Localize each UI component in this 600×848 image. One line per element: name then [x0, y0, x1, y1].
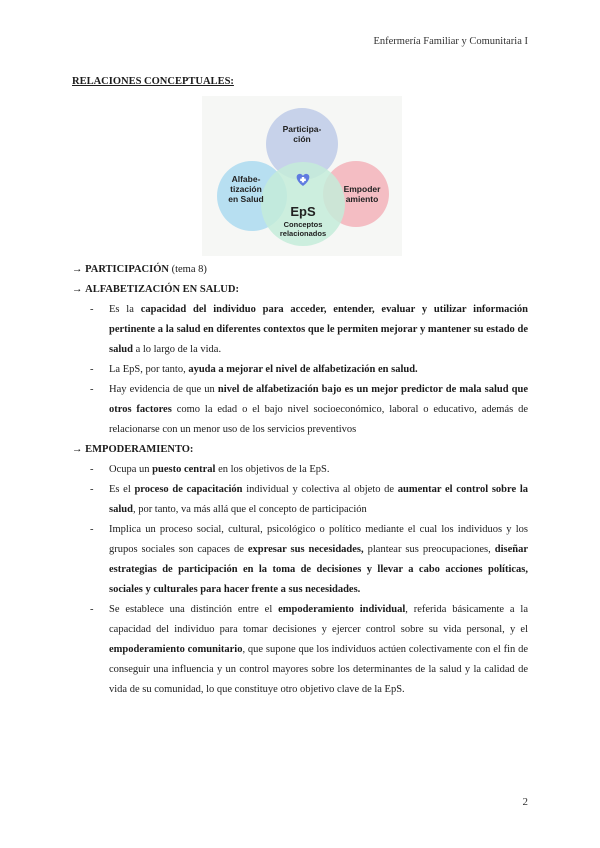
- item-text: , referida básicamente a la capacidad del individuo para tomar decisiones y ejercer control sobre su vida personal, y el: [109, 604, 528, 635]
- venn-diagram: [202, 96, 402, 256]
- concept-diagram: [202, 96, 402, 256]
- item-text: Ocupa un: [109, 464, 153, 475]
- item-text: individual y colectiva al objeto de: [242, 484, 398, 495]
- item-text: como la edad o el bajo nivel socioeconómico, laboral o educativo, además de relacionarse con un menor uso de los servicios preventivos: [109, 404, 528, 435]
- item-bold: ayuda a mejorar el nivel de alfabetización en salud.: [188, 364, 418, 375]
- item-text: a lo largo de la vida.: [132, 344, 222, 355]
- dash-bullet: -: [90, 364, 94, 375]
- section-title: RELACIONES CONCEPTUALES:: [72, 76, 234, 87]
- item-text: plantear sus preocupaciones,: [363, 544, 495, 555]
- item-text: Hay evidencia de que un: [109, 384, 218, 395]
- list-item: [72, 480, 528, 520]
- item-bold: puesto central: [152, 464, 216, 475]
- item-text: , por tanto, va más allá que el concepto de participación: [132, 504, 367, 515]
- arrow-icon: →: [72, 444, 83, 455]
- item-bold: empoderamiento comunitario: [109, 644, 243, 655]
- dash-bullet: -: [90, 304, 94, 315]
- heading-alfabetizacion: [72, 280, 528, 300]
- heading-participacion-note: (tema 8): [168, 264, 207, 275]
- heading-participacion-label: PARTICIPACIÓN: [85, 264, 169, 275]
- document-body: [72, 72, 528, 700]
- item-bold: diseñar estrategias de participación en la toma de decisiones y llevar a cabo acciones políticas, sociales y culturales para hacer frente a sus necesidades.: [109, 544, 528, 595]
- top-label-1: Participa-: [282, 124, 322, 134]
- item-bold: aumentar el control sobre la salud: [109, 484, 528, 515]
- center-title: EpS: [290, 204, 316, 219]
- page-header: Enfermería Familiar y Comunitaria I: [373, 36, 528, 47]
- dash-bullet: -: [90, 524, 94, 535]
- item-bold: capacidad del individuo para acceder, entender, evaluar y utilizar información pertinente a la salud en diferentes contextos que le permiten mejorar y mantener su estado de salud: [109, 304, 529, 355]
- item-bold: proceso de capacitación: [134, 484, 243, 495]
- heading-alfabetizacion-label: ALFABETIZACIÓN EN SALUD:: [85, 284, 239, 295]
- alfabetizacion-list: [72, 300, 528, 440]
- heading-empoderamiento: [72, 440, 528, 460]
- right-label-1: Empoder: [343, 184, 381, 194]
- list-item: [72, 360, 528, 380]
- center-sub-1: Conceptos: [283, 220, 323, 229]
- dash-bullet: -: [90, 384, 94, 395]
- dash-bullet: -: [90, 604, 94, 615]
- item-text: Implica un proceso social, cultural, psicológico o político mediante el cual los individuos y los grupos sociales son capaces de: [109, 524, 528, 555]
- list-item: [72, 520, 528, 600]
- left-label-1: Alfabe-: [231, 174, 261, 184]
- item-text: en los objetivos de la EpS.: [215, 464, 330, 475]
- left-label-2: tización: [230, 184, 262, 194]
- left-label-3: en Salud: [228, 194, 264, 204]
- top-label-2: ción: [293, 134, 311, 144]
- list-item: [72, 460, 528, 480]
- dash-bullet: -: [90, 484, 94, 495]
- arrow-icon: →: [72, 264, 83, 275]
- item-bold: nivel de alfabetización bajo es un mejor predictor de mala salud que otros factores: [109, 384, 529, 415]
- item-text: Se establece una distinción entre el: [109, 604, 279, 615]
- item-text: La EpS, por tanto,: [109, 364, 189, 375]
- list-item: [72, 300, 528, 360]
- arrow-icon: →: [72, 284, 83, 295]
- item-bold: empoderamiento individual: [278, 604, 406, 615]
- page-number: 2: [522, 796, 528, 808]
- item-bold: expresar sus necesidades,: [247, 544, 364, 555]
- list-item: [72, 600, 528, 700]
- right-label-2: amiento: [345, 194, 379, 204]
- dash-bullet: -: [90, 464, 94, 475]
- heading-participacion: [72, 260, 528, 280]
- center-sub-2: relacionados: [279, 229, 327, 238]
- item-text: Es la: [109, 304, 141, 315]
- item-text: Es el: [109, 484, 135, 495]
- empoderamiento-list: [72, 460, 528, 700]
- heading-empoderamiento-label: EMPODERAMIENTO:: [85, 444, 194, 455]
- list-item: [72, 380, 528, 440]
- item-text: , que supone que los individuos actúen colectivamente con el fin de conseguir una influencia y un control mayores sobre los determinantes de la salud y la calidad de vida de su comunidad, lo que constituye otro objetivo clave de la EpS.: [109, 644, 528, 695]
